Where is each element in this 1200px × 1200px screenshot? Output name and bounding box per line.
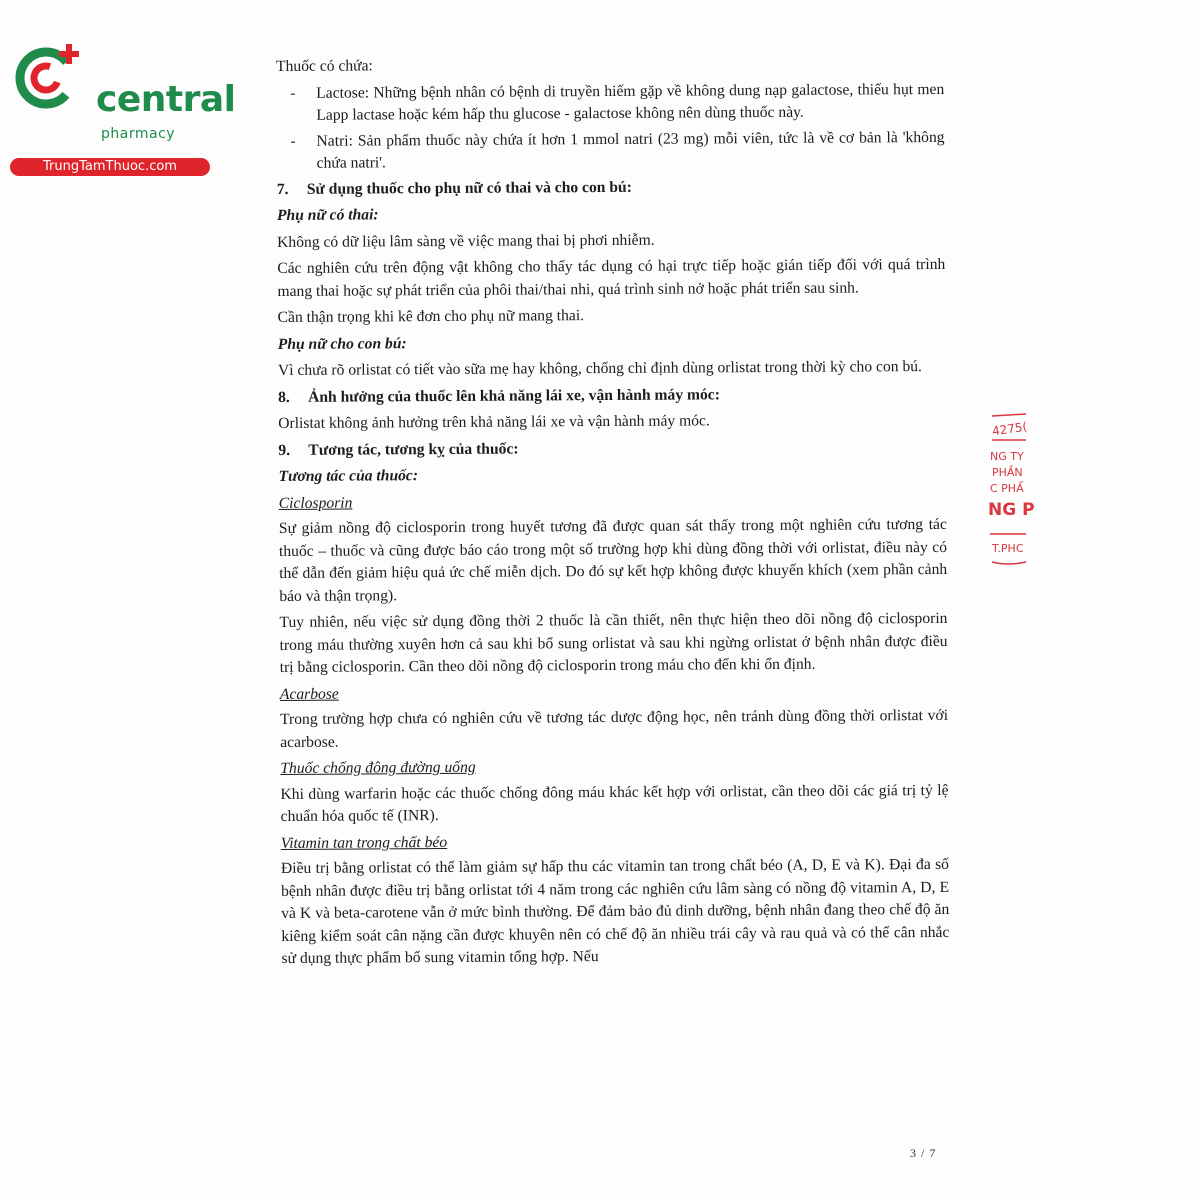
pharmacy-cross-icon [10,38,90,118]
acarbose-heading: Acarbose [279,685,339,703]
pregnant-subheading: Phụ nữ có thai: [276,206,379,224]
stamp-text: T.PHC [992,542,1024,555]
section-number: 8. [278,388,290,406]
paragraph: Cần thận trọng khi kê đơn cho phụ nữ mang thai. [277,307,585,326]
stamp-text: PHẦN [992,466,1023,479]
logo-url-badge: TrungTamThuoc.com [10,158,210,176]
logo-brand-text: central [96,79,236,120]
stamp-number: 4275( [991,419,1029,439]
section-title: Tương tác, tương kỵ của thuốc: [308,440,519,459]
central-pharmacy-logo[interactable] [10,38,236,174]
paragraph: Orlistat không ảnh hưởng trên khả năng lái xe và vận hành máy móc. [278,412,710,432]
paragraph: Vì chưa rõ orlistat có tiết vào sữa mẹ hay không, chống chỉ định dùng orlistat trong thời kỳ cho con bú. [277,358,922,379]
paragraph: Sự giảm nồng độ ciclosporin trong huyết tương đã được quan sát thấy trong một nghiên cứu tương tác thuốc – thuốc và cũng được báo cáo trong một số trường hợp khi dùng đồng thời với orlistat, điều này có thể dẫn đến giảm hiệu quả ức chế miễn dịch. Do đó sự kết hợp không được khuyến khích (xem phần cảnh báo và thận trọng). [278,515,948,605]
section-8-heading [278,382,946,409]
ciclosporin-heading: Ciclosporin [278,494,353,512]
bullet-text: Natri: Sản phẩm thuốc này chứa ít hơn 1 mmol natri (23 mg) mỗi viên, tức là về cơ bản là 'không chứa natri'. [316,128,945,172]
stamp-text: NG P [988,500,1035,520]
stamp-text: NG TY [990,450,1024,463]
interactions-subheading: Tương tác của thuốc: [278,467,419,485]
paragraph: Khi dùng warfarin hoặc các thuốc chống đông máu khác kết hợp với orlistat, cần theo dõi các giá trị tỷ lệ chuẩn hóa quốc tế (INR). [280,781,949,825]
logo-sub-text: pharmacy [101,126,176,142]
section-number: 9. [278,441,291,459]
page-number: 3 / 7 [910,1146,937,1160]
document-body [276,52,950,975]
company-stamp [986,410,1035,570]
list-item [290,126,944,175]
anticoagulant-heading: Thuốc chống đông đường uống [280,758,476,777]
bullet-text: Lactose: Những bệnh nhân có bệnh di truyền hiếm gặp về không dung nạp galactose, thiếu hụt men Lapp lactase hoặc kém hấp thu glucose - galactose không nên dùng thuốc này. [316,80,945,124]
paragraph: Tuy nhiên, nếu việc sử dụng đồng thời 2 thuốc là cần thiết, nên thực hiện theo dõi nồng độ ciclosporin trong máu thường xuyên hơn cả sau khi bổ sung orlistat và sau khi ngừng orlistat ở bệnh nhân được điều trị bằng ciclosporin. Cần theo dõi nồng độ ciclosporin trong máu cho đến khi ổn định. [279,609,948,676]
section-title: Ảnh hưởng của thuốc lên khả năng lái xe, vận hành máy móc: [308,385,720,406]
section-7-heading [277,174,945,201]
paragraph: Không có dữ liệu lâm sàng về việc mang thai bị phơi nhiễm. [277,231,655,251]
section-title: Sử dụng thuốc cho phụ nữ có thai và cho con bú: [306,178,632,198]
bullet-dash: - [290,132,296,150]
section-number: 7. [276,180,289,198]
stamp-text: C PHẨ [990,482,1024,495]
vitamin-heading: Vitamin tan trong chất béo [280,833,448,852]
breastfeeding-subheading: Phụ nữ cho con bú: [277,334,407,353]
paragraph: Các nghiên cứu trên động vật không cho thấy tác dụng có hại trực tiếp hoặc gián tiếp đối với quá trình mang thai hoặc sự phát triển của phôi thai/thai nhi, quá trình sinh nở hoặc phát triển sau sinh. [277,255,946,300]
bullet-dash: - [290,84,296,102]
list-item [290,78,944,127]
intro-text: Thuốc có chứa: [276,57,373,75]
paragraph: Trong trường hợp chưa có nghiên cứu về tương tác dược động học, nên tránh dùng đồng thời orlistat với acarbose. [280,706,949,751]
section-9-heading [278,435,946,462]
paragraph: Điều trị bằng orlistat có thể làm giảm sự hấp thu các vitamin tan trong chất béo (A, D, E và K). Đại đa số bệnh nhân được điều trị bằng orlistat tới 4 năm trong các nghiên cứu lâm sàng có nồng độ vitamin A, D, E và K và beta-carotene vẫn ở mức bình thường. Để đảm bảo đủ dinh dưỡng, bệnh nhân đang theo chế độ ăn kiêng kiểm soát cân nặng cần được khuyên nên có chế độ ăn nhiều trái cây và rau quả và có thể cân nhắc sử dụng thực phẩm bổ sung vitamin tổng hợp. Nếu [280,855,950,967]
